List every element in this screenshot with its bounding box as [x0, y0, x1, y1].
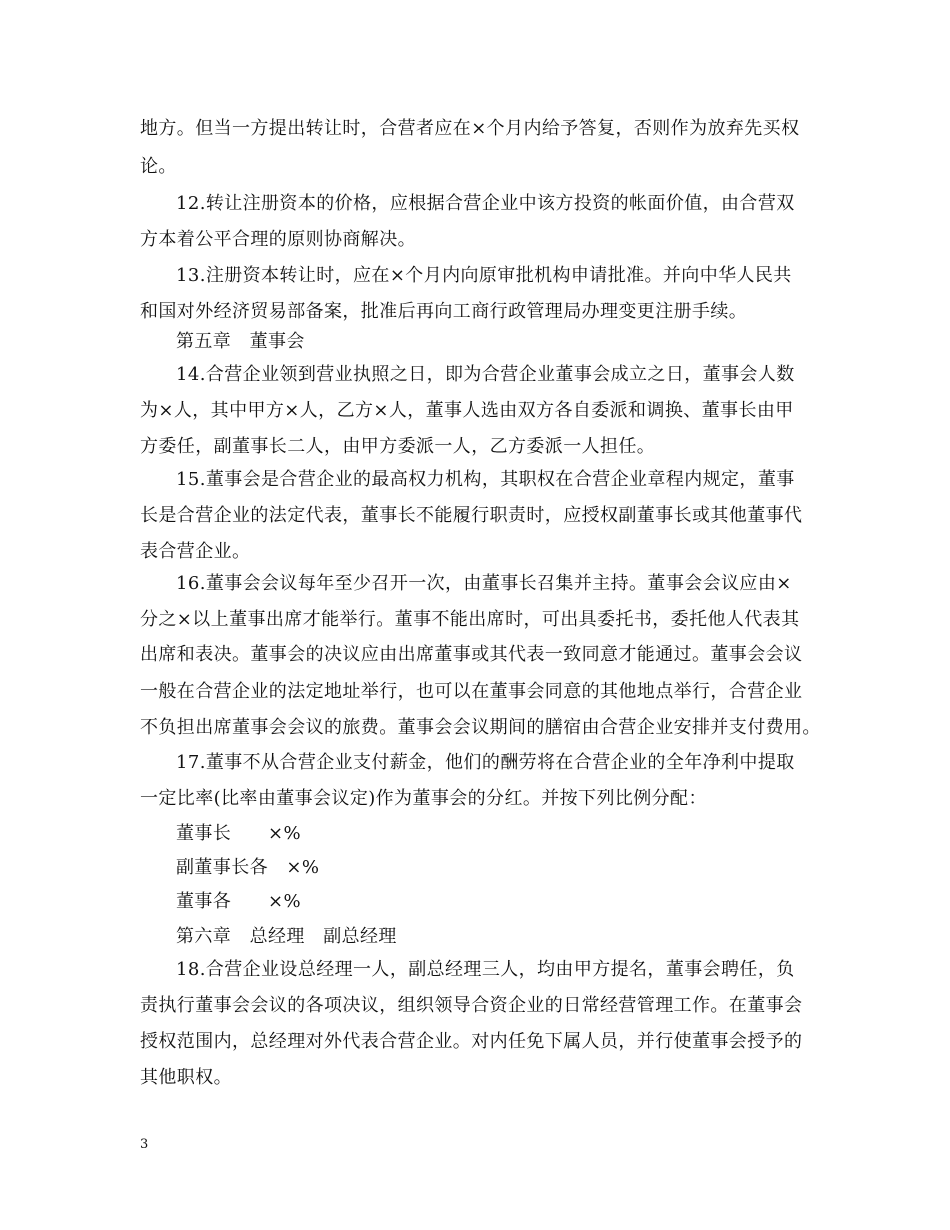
text-line: 不负担出席董事会会议的旅费。董事会会议期间的膳宿由合营企业安排并支付费用。 [140, 717, 821, 738]
text-line: 18.合营企业设总经理一人，副总经理三人，均由甲方提名，董事会聘任，负 [176, 959, 795, 980]
text-line: 15.董事会是合营企业的最高权力机构，其职权在合营企业章程内规定，董事 [176, 469, 795, 490]
text-line: 长是合营企业的法定代表，董事长不能履行职责时，应授权副董事长或其他董事代 [140, 505, 803, 526]
text-line: 12.转让注册资本的价格，应根据合营企业中该方投资的帐面价值，由合营双 [176, 193, 795, 214]
chapter-heading: 第六章 总经理 副总经理 [176, 926, 397, 947]
page-number: 3 [140, 1137, 149, 1152]
text-line: 表合营企业。 [140, 541, 251, 562]
text-line: 方本着公平合理的原则协商解决。 [140, 229, 416, 250]
text-line: 16.董事会会议每年至少召开一次，由董事长召集并主持。董事会会议应由× [176, 573, 792, 594]
text-line: 出席和表决。董事会的决议应由出席董事或其代表一致同意才能通过。董事会会议 [140, 644, 803, 665]
text-line: 论。 [140, 156, 177, 177]
text-line: 分之×以上董事出席才能举行。董事不能出席时，可出具委托书，委托他人代表其 [140, 609, 800, 630]
text-line: 17.董事不从合营企业支付薪金，他们的酬劳将在合营企业的全年净利中提取 [176, 752, 795, 773]
allocation-line: 董事长 ×% [176, 823, 301, 844]
text-line: 一般在合营企业的法定地址举行，也可以在董事会同意的其他地点举行，合营企业 [140, 681, 803, 702]
text-line: 和国对外经济贸易部备案，批准后再向工商行政管理局办理变更注册手续。 [140, 301, 748, 322]
text-line: 授权范围内，总经理对外代表合营企业。对内任免下属人员，并行使董事会授予的 [140, 1031, 803, 1052]
chapter-heading: 第五章 董事会 [176, 331, 305, 352]
text-line: 方委任，副董事长二人，由甲方委派一人，乙方委派一人担任。 [140, 436, 656, 457]
text-line: 13.注册资本转让时，应在×个月内向原审批机构申请批准。并向中华人民共 [176, 265, 792, 286]
text-line: 14.合营企业领到营业执照之日，即为合营企业董事会成立之日，董事会人数 [176, 364, 795, 385]
text-line: 责执行董事会会议的各项决议，组织领导合资企业的日常经营管理工作。在董事会 [140, 995, 803, 1016]
text-line: 为×人，其中甲方×人，乙方×人，董事人选由双方各自委派和调换、董事长由甲 [140, 400, 794, 421]
allocation-line: 副董事长各 ×% [176, 857, 320, 878]
allocation-line: 董事各 ×% [176, 891, 301, 912]
text-line: 其他职权。 [140, 1067, 232, 1088]
text-line: 地方。但当一方提出转让时，合营者应在×个月内给予答复，否则作为放弃先买权 [140, 118, 800, 139]
text-line: 一定比率(比率由董事会议定)作为董事会的分红。并按下列比例分配： [140, 788, 707, 809]
